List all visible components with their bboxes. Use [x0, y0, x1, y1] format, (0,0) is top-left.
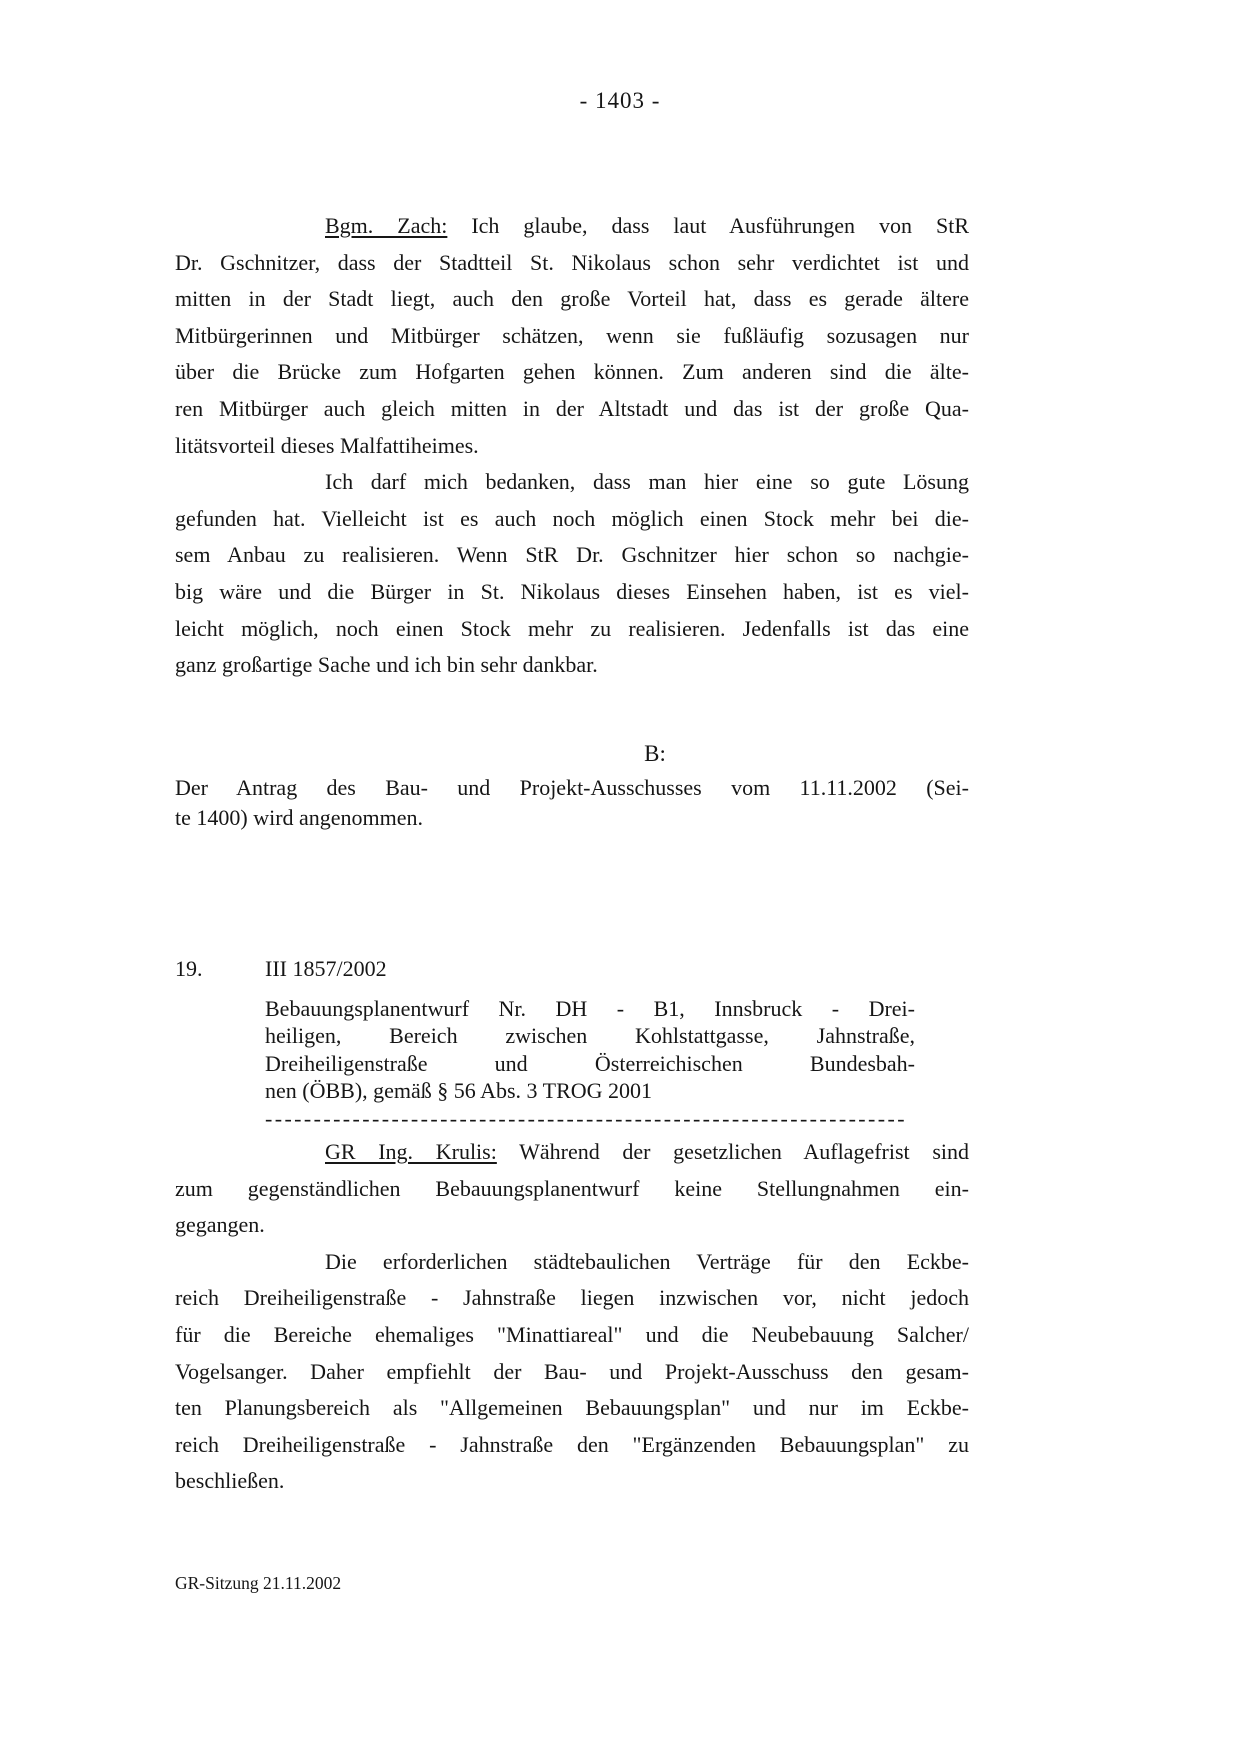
text-line: ren Mitbürger auch gleich mitten in der Altstadt und das ist der große Qua-	[175, 395, 969, 421]
item-reference: III 1857/2002	[265, 956, 387, 981]
zach-speech	[175, 208, 969, 684]
text-line	[175, 1134, 969, 1171]
agenda-item-19	[175, 955, 387, 983]
speech-text: Während der gesetzlichen Auflagefrist sind	[519, 1139, 969, 1164]
separator-line: ------------------------------------------------------------------	[265, 1105, 907, 1131]
text-line: Die erforderlichen städtebaulichen Verträge für den Eckbe-	[325, 1248, 969, 1274]
text-line	[175, 208, 969, 245]
text-line: te 1400) wird angenommen.	[175, 805, 424, 830]
decision-text	[175, 773, 969, 833]
text-line: Ich darf mich bedanken, dass man hier eine so gute Lösung	[325, 469, 969, 495]
decision-label: B:	[644, 741, 666, 766]
text-line: gegangen.	[175, 1212, 265, 1238]
speaker-name: GR Ing. Krulis:	[325, 1139, 497, 1164]
text-line: big wäre und die Bürger in St. Nikolaus dieses Einsehen haben, ist es viel-	[175, 578, 969, 604]
text-line: ten Planungsbereich als "Allgemeinen Bebauungsplan" und nur im Eckbe-	[175, 1395, 969, 1421]
text-line: sem Anbau zu realisieren. Wenn StR Dr. Gschnitzer hier schon so nachgie-	[175, 542, 969, 568]
item-number: 19.	[175, 956, 203, 981]
text-line: reich Dreiheiligenstraße - Jahnstraße liegen inzwischen vor, nicht jedoch	[175, 1285, 969, 1311]
page-number: - 1403 -	[579, 88, 661, 113]
text-line: Bebauungsplanentwurf Nr. DH - B1, Innsbruck - Drei-	[265, 996, 915, 1021]
text-line: leicht möglich, noch einen Stock mehr zu realisieren. Jedenfalls ist das eine	[175, 615, 969, 641]
text-line: reich Dreiheiligenstraße - Jahnstraße den "Ergänzenden Bebauungsplan" zu	[175, 1431, 969, 1457]
text-line: beschließen.	[175, 1468, 285, 1494]
text-line: Vogelsanger. Daher empfiehlt der Bau- und Projekt-Ausschuss den gesam-	[175, 1358, 969, 1384]
item-title	[265, 995, 915, 1132]
text-line: Mitbürgerinnen und Mitbürger schätzen, wenn sie fußläufig sozusagen nur	[175, 322, 969, 348]
speech-text: Ich glaube, dass laut Ausführungen von StR	[471, 213, 969, 238]
text-line: heiligen, Bereich zwischen Kohlstattgasse, Jahnstraße,	[265, 1023, 915, 1049]
text-line: gefunden hat. Vielleicht ist es auch noch möglich einen Stock mehr bei die-	[175, 505, 969, 531]
text-line: mitten in der Stadt liegt, auch den große Vorteil hat, dass es gerade ältere	[175, 286, 969, 312]
text-line: litätsvorteil dieses Malfattiheimes.	[175, 432, 479, 458]
text-line: Dr. Gschnitzer, dass der Stadtteil St. Nikolaus schon sehr verdichtet ist und	[175, 249, 969, 275]
text-line: für die Bereiche ehemaliges "Minattiareal" und die Neubebauung Salcher/	[175, 1321, 969, 1347]
text-line: ganz großartige Sache und ich bin sehr dankbar.	[175, 652, 598, 678]
text-line: nen (ÖBB), gemäß § 56 Abs. 3 TROG 2001	[265, 1078, 653, 1104]
text-line: zum gegenständlichen Bebauungsplanentwurf keine Stellungnahmen ein-	[175, 1175, 969, 1201]
speaker-name: Bgm. Zach:	[325, 213, 448, 238]
text-line: Der Antrag des Bau- und Projekt-Ausschusses vom 11.11.2002 (Sei-	[175, 775, 969, 800]
krulis-speech	[175, 1134, 969, 1500]
text-line: Dreiheiligenstraße und Österreichischen Bundesbah-	[265, 1050, 915, 1076]
text-line: über die Brücke zum Hofgarten gehen können. Zum anderen sind die älte-	[175, 359, 969, 385]
page-footer: GR-Sitzung 21.11.2002	[175, 1573, 342, 1593]
